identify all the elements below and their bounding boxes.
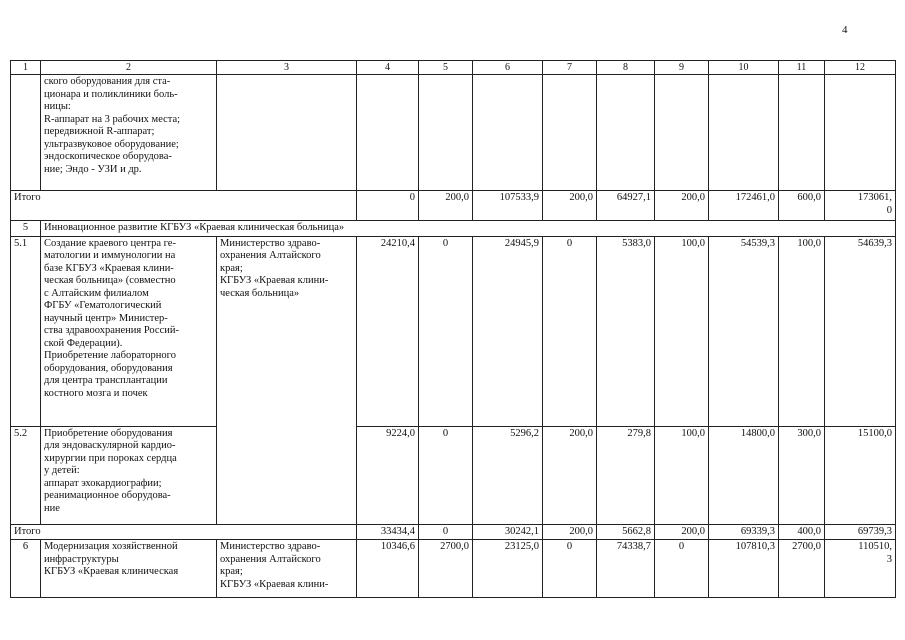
col-header: 2	[41, 61, 217, 75]
value-cell: 9224,0	[357, 426, 419, 524]
row-number: 5.1	[11, 236, 41, 426]
value-cell: 172461,0	[709, 191, 779, 221]
value-cell: 23125,0	[473, 540, 543, 598]
value-cell: 300,0	[779, 426, 825, 524]
value-cell: 2700,0	[419, 540, 473, 598]
total-row	[11, 524, 896, 540]
value-cell: 400,0	[779, 524, 825, 540]
value-cell: 14800,0	[709, 426, 779, 524]
row-description: Приобретение оборудования для эндоваскулярной кардио- хирургии при пороках сердца у детей: аппарат эхокардиографии; реанимационное оборудова- ние	[41, 426, 217, 524]
row-number: 5.2	[11, 426, 41, 524]
value-cell: 0	[357, 191, 419, 221]
table-row	[11, 540, 896, 598]
budget-table	[10, 60, 896, 598]
row-description: ского оборудования для ста- ционара и поликлиники боль- ницы: R-аппарат на 3 рабочих места; передвижной R-аппарат; ультразвуковое оборудование; эндоскопическое оборудова- ние; Эндо - УЗИ и др.	[41, 75, 217, 191]
section-title: Инновационное развитие КГБУЗ «Краевая клиническая больница»	[41, 221, 896, 237]
row-number: 6	[11, 540, 41, 598]
value-cell: 107810,3	[709, 540, 779, 598]
value-cell: 0	[543, 236, 597, 426]
value-cell: 0	[419, 236, 473, 426]
value-cell: 0	[655, 540, 709, 598]
row-executor	[217, 75, 357, 191]
row-number	[11, 75, 41, 191]
value-cell: 54539,3	[709, 236, 779, 426]
page-number: 4	[842, 24, 848, 36]
value-cell: 24210,4	[357, 236, 419, 426]
value-cell: 33434,4	[357, 524, 419, 540]
value-cell: 173061, 0	[825, 191, 896, 221]
col-header: 5	[419, 61, 473, 75]
col-header: 4	[357, 61, 419, 75]
value-cell: 0	[419, 426, 473, 524]
value-cell: 100,0	[655, 236, 709, 426]
col-header: 8	[597, 61, 655, 75]
value-cell: 110510, 3	[825, 540, 896, 598]
row-executor: Министерство здраво- охранения Алтайского края; КГБУЗ «Краевая клини-	[217, 540, 357, 598]
value-cell: 200,0	[419, 191, 473, 221]
value-cell: 200,0	[543, 524, 597, 540]
section-number: 5	[11, 221, 41, 237]
table-row	[11, 75, 896, 191]
value-cell: 200,0	[655, 524, 709, 540]
col-header: 10	[709, 61, 779, 75]
value-cell: 64927,1	[597, 191, 655, 221]
total-row	[11, 191, 896, 221]
total-label: Итого	[11, 191, 357, 221]
col-header: 12	[825, 61, 896, 75]
value-cell: 5383,0	[597, 236, 655, 426]
header-row	[11, 61, 896, 75]
row-description: Создание краевого центра ге- матологии и иммунологии на базе КГБУЗ «Краевая клини- ческая больница» (совместно с Алтайским филиалом ФГБУ «Гематологический научный центр» Министер- ства здравоохранения Россий- ской Федерации). Приобретение лабораторного оборудования, оборудования для центра трансплантации костного мозга и почек	[41, 236, 217, 426]
section-row	[11, 221, 896, 237]
value-cell: 200,0	[655, 191, 709, 221]
col-header: 9	[655, 61, 709, 75]
value-cell: 54639,3	[825, 236, 896, 426]
value-cell: 24945,9	[473, 236, 543, 426]
value-cell: 107533,9	[473, 191, 543, 221]
value-cell: 69739,3	[825, 524, 896, 540]
row-description: Модернизация хозяйственной инфраструктуры КГБУЗ «Краевая клиническая	[41, 540, 217, 598]
value-cell: 30242,1	[473, 524, 543, 540]
row-executor: Министерство здраво- охранения Алтайского края; КГБУЗ «Краевая клини- ческая больница»	[217, 236, 357, 524]
value-cell: 74338,7	[597, 540, 655, 598]
col-header: 3	[217, 61, 357, 75]
value-cell: 600,0	[779, 191, 825, 221]
value-cell: 15100,0	[825, 426, 896, 524]
col-header: 11	[779, 61, 825, 75]
col-header: 1	[11, 61, 41, 75]
value-cell: 0	[543, 540, 597, 598]
value-cell: 10346,6	[357, 540, 419, 598]
table-row	[11, 426, 896, 524]
value-cell: 200,0	[543, 426, 597, 524]
value-cell: 100,0	[655, 426, 709, 524]
value-cell: 279,8	[597, 426, 655, 524]
value-cell: 0	[419, 524, 473, 540]
value-cell: 100,0	[779, 236, 825, 426]
value-cell: 2700,0	[779, 540, 825, 598]
col-header: 7	[543, 61, 597, 75]
value-cell: 69339,3	[709, 524, 779, 540]
table-row	[11, 236, 896, 426]
total-label: Итого	[11, 524, 357, 540]
value-cell: 200,0	[543, 191, 597, 221]
value-cell: 5296,2	[473, 426, 543, 524]
value-cell: 5662,8	[597, 524, 655, 540]
col-header: 6	[473, 61, 543, 75]
